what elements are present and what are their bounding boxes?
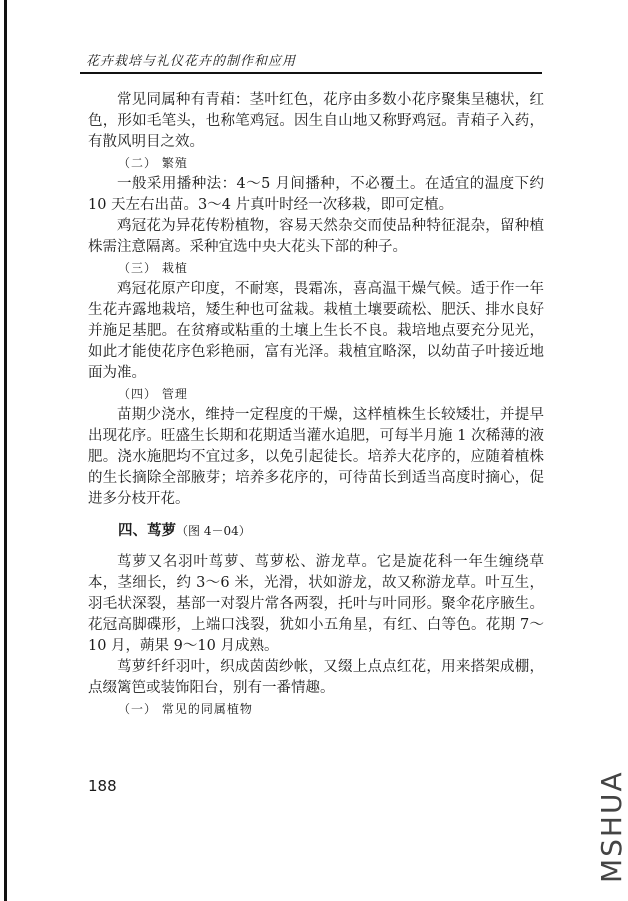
page-body <box>88 90 544 720</box>
running-header: 花卉栽培与礼仪花卉的制作和应用 <box>86 54 297 69</box>
section-title: 四、茑萝 <box>118 522 176 539</box>
paragraph-management: 苗期少浇水，维持一定程度的干燥，这样植株生长较矮壮，并提早出现花序。旺盛生长期和花期适当灌水追肥，可每半月施 1 次稀薄的液肥。浇水施肥均不宜过多，以免引起徒长。培养大花序的，应随着植株的生长摘除全部腋芽；培养多花序的，可待苗长到适当高度时摘心，促进多分枝开花。 <box>88 407 544 507</box>
paragraph-sowing: 一般采用播种法：4～5 月间播种，不必覆土。在适宜的温度下约 10 天左右出苗。3～4 片真叶时经一次移栽，即可定植。 <box>88 176 544 213</box>
page-number: 188 <box>88 777 117 795</box>
subheading-management: （四） 管理 <box>118 387 188 401</box>
binding-edge-line <box>4 0 7 901</box>
section-heading <box>88 520 544 542</box>
figure-reference: （图 4－04） <box>176 524 251 538</box>
paragraph-qingxiang: 常见同属种有青葙：茎叶红色，花序由多数小花序聚集呈穗状，红色，形如毛笔头，也称笔鸡冠。因生自山地又称野鸡冠。青葙子入药，有散风明目之效。 <box>88 92 544 150</box>
subheading-related-species: （一） 常见的同属植物 <box>118 702 253 716</box>
paragraph-pollination: 鸡冠花为异花传粉植物，容易天然杂交而使品种特征混杂，留种植株需注意隔离。采种宜选中央大花头下部的种子。 <box>88 218 544 255</box>
paragraph-planting: 鸡冠花原产印度，不耐寒，畏霜冻，喜高温干燥气候。适于作一年生花卉露地栽培，矮生种也可盆栽。栽植土壤要疏松、肥沃、排水良好并施足基肥。在贫瘠或粘重的土壤上生长不良。栽培地点要充分见光，如此才能使花序色彩艳丽，富有光泽。栽植宜略深，以幼苗子叶接近地面为准。 <box>88 281 544 381</box>
subheading-planting: （三） 栽植 <box>118 261 188 275</box>
watermark: MSHUA <box>595 770 628 883</box>
header-rule <box>80 72 542 74</box>
subheading-propagation: （二） 繁殖 <box>118 156 188 170</box>
paragraph-usage: 茑萝纤纤羽叶，织成茵茵纱帐，又缀上点点红花，用来搭架成棚，点缀篱笆或装饰阳台，别有一番情趣。 <box>88 659 544 696</box>
paragraph-description: 茑萝又名羽叶茑萝、茑萝松、游龙草。它是旋花科一年生缠绕草本，茎细长，约 3～6 米，光滑，状如游龙，故又称游龙草。叶互生，羽毛状深裂，基部一对裂片常各两裂，托叶与叶同形。聚伞花序腋生。花冠高脚碟形，上端口浅裂，犹如小五角星，有红、白等色。花期 7～10 月，蒴果 9～10 月成熟。 <box>88 554 544 654</box>
